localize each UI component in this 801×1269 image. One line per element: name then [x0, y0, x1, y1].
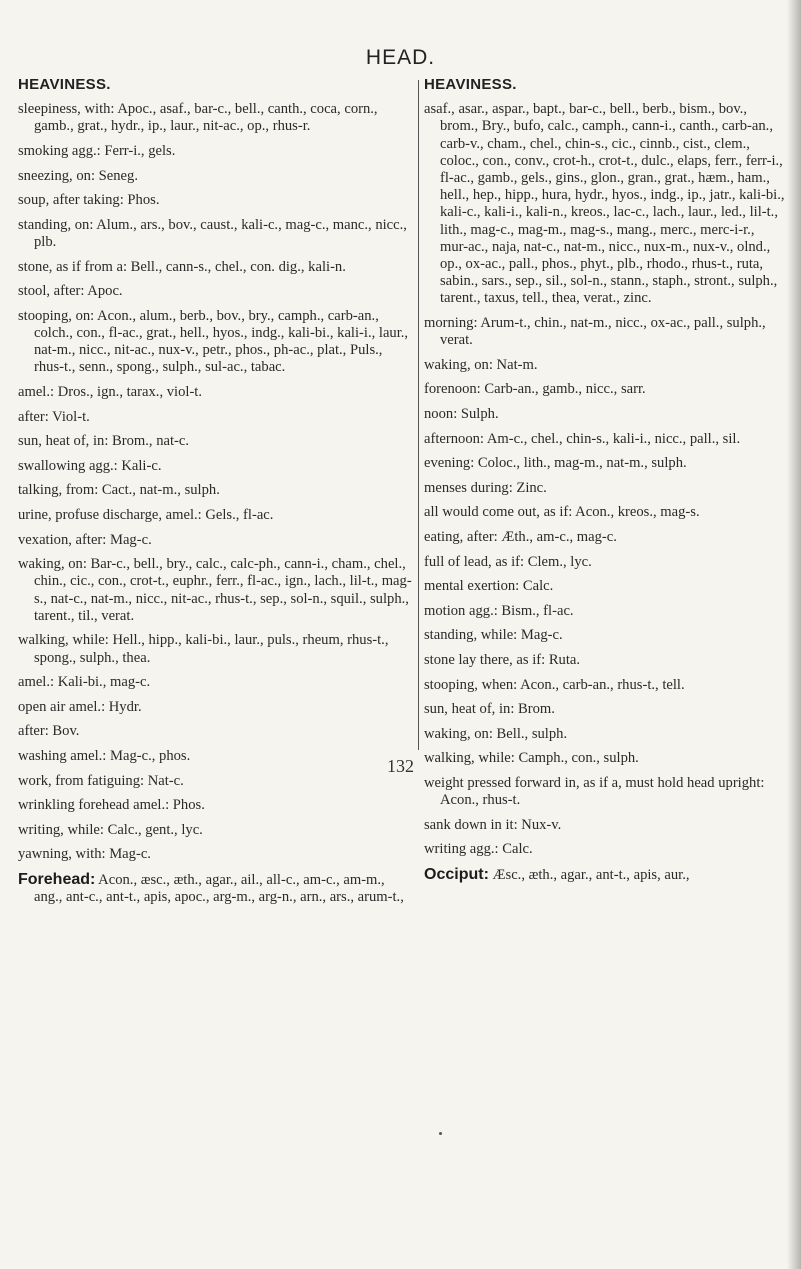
rubric-entry: swallowing agg.: Kali-c.	[18, 457, 162, 474]
rubric-entry: open air amel.: Hydr.	[18, 698, 142, 715]
rubric-entry: stone, as if from a: Bell., cann-s., chel., con. dig., kali-n.	[18, 258, 346, 275]
rubric-entry: talking, from: Cact., nat-m., sulph.	[18, 482, 220, 499]
rubric-entry: all would come out, as if: Acon., kreos., mag-s.	[424, 504, 700, 521]
rubric-entry: soup, after taking: Phos.	[18, 192, 160, 209]
rubric-entry: walking, while: Hell., hipp., kali-bi., laur., puls., rheum, rhus-t., spong., sulph., thea.	[18, 632, 389, 666]
rubric-entry: sun, heat of, in: Brom.	[424, 701, 555, 718]
rubric-entry: stone lay there, as if: Ruta.	[424, 651, 581, 668]
rubric-entry: eating, after: Æth., am-c., mag-c.	[424, 528, 617, 545]
forehead-section	[18, 871, 414, 906]
rubric-entry: mental exertion: Calc.	[424, 578, 554, 595]
forehead-section-title: Forehead:	[18, 870, 96, 888]
rubric-entry: motion agg.: Bism., fl-ac.	[424, 602, 574, 619]
occiput-section-title: Occiput:	[424, 865, 489, 883]
left-column	[18, 76, 414, 914]
rubric-entry: standing, on: Alum., ars., bov., caust., kali-c., mag-c., manc., nicc., plb.	[18, 216, 407, 250]
rubric-entry: morning: Arum-t., chin., nat-m., nicc., ox-ac., pall., sulph., verat.	[424, 315, 766, 349]
right-entry-list	[424, 101, 786, 858]
rubric-entry: writing, while: Calc., gent., lyc.	[18, 821, 203, 838]
rubric-entry: vexation, after: Mag-c.	[18, 531, 152, 548]
rubric-entry: work, from fatiguing: Nat-c.	[18, 772, 184, 789]
page-number: 132	[387, 756, 414, 776]
rubric-entry: writing agg.: Calc.	[424, 841, 533, 858]
rubric-entry: stool, after: Apoc.	[18, 283, 123, 300]
page-header: HEAD.	[365, 46, 436, 69]
left-entry-list	[18, 101, 414, 863]
rubric-entry: wrinkling forehead amel.: Phos.	[18, 797, 205, 814]
rubric-entry: asaf., asar., aspar., bapt., bar-c., bell., berb., bism., bov., brom., Bry., bufo, calc., camph., cann-i., canth., carb-an., carb-v., cham., chel., chin-s., cic., cinnb., cist., clem., coloc., con., conv., crot-h., crot-t., dulc., elaps, ferr., ferr-i., fl-ac., gamb., gels., gins., glon., gran., grat., hæm., ham., hell., hep., hipp., hura, hydr., hyos., indg., ip., jatr., kali-bi., kali-c., kali-i., kali-n., kreos., lac-c., lach., laur., led., lil-t., lith., mag-c., mag-m., mag-s., mang., merc., merc-i-r., mur-ac., naja, nat-c., nat-m., nicc., nux-m., nux-v., olnd., op., ox-ac., pall., phos., phyt., plb., rhodo., rhus-t., ruta, sabin., sars., sep., sil., sol-n., stann., staph., stront., sulph., tarent., taxus, tell., thea, verat., zinc.	[424, 101, 785, 307]
rubric-entry: sneezing, on: Seneg.	[18, 167, 138, 184]
rubric-entry: yawning, with: Mag-c.	[18, 846, 151, 863]
rubric-entry: smoking agg.: Ferr-i., gels.	[18, 143, 176, 159]
column-divider	[418, 80, 419, 750]
page-edge-shadow	[787, 0, 801, 1269]
rubric-entry: sank down in it: Nux-v.	[424, 816, 562, 833]
page-speck	[439, 1132, 442, 1135]
forehead-section-text: Acon., æsc., æth., agar., ail., all-c., am-c., am-m., ang., ant-c., ant-t., apis, apoc., arg-m., arg-n., arn., ars., arum-t.,	[34, 871, 404, 906]
rubric-entry: after: Viol-t.	[18, 408, 90, 425]
rubric-entry: amel.: Kali-bi., mag-c.	[18, 674, 151, 691]
rubric-entry: noon: Sulph.	[424, 406, 499, 423]
rubric-entry: after: Bov.	[18, 723, 80, 740]
rubric-entry: amel.: Dros., ign., tarax., viol-t.	[18, 383, 203, 400]
rubric-entry: stooping, on: Acon., alum., berb., bov., bry., camph., carb-an., colch., con., fl-ac., grat., hell., hyos., indg., kali-bi., kali-i., laur., nat-m., nicc., nit-ac., nux-v., petr., phos., ph-ac., plat., Puls., rhus-t., senn., spong., sulph., sul-ac., tabac.	[18, 307, 409, 376]
rubric-entry: sleepiness, with: Apoc., asaf., bar-c., bell., canth., coca, corn., gamb., grat., hydr., ip., laur., nit-ac., op., rhus-r.	[18, 101, 378, 135]
rubric-entry: washing amel.: Mag-c., phos.	[18, 747, 191, 764]
rubric-entry: waking, on: Bell., sulph.	[424, 725, 568, 742]
left-column-heading: HEAVINESS.	[18, 76, 111, 93]
rubric-entry: urine, profuse discharge, amel.: Gels., fl-ac.	[18, 506, 274, 523]
right-column-heading: HEAVINESS.	[424, 76, 517, 93]
rubric-entry: menses during: Zinc.	[424, 479, 547, 496]
rubric-entry: forenoon: Carb-an., gamb., nicc., sarr.	[424, 381, 646, 398]
rubric-entry: weight pressed forward in, as if a, must hold head upright: Acon., rhus-t.	[424, 774, 765, 809]
rubric-entry: standing, while: Mag-c.	[424, 627, 563, 644]
occiput-section	[424, 866, 786, 884]
rubric-entry: evening: Coloc., lith., mag-m., nat-m., sulph.	[424, 455, 687, 472]
rubric-entry: stooping, when: Acon., carb-an., rhus-t., tell.	[424, 676, 685, 693]
rubric-entry: waking, on: Bar-c., bell., bry., calc., calc-ph., cann-i., cham., chel., chin., cic., con., crot-t., euphr., ferr., fl-ac., ign., lach., lil-t., mag-s., nat-c., nat-m., nicc., nit-ac., rhus-t., sep., sol-n., squil., sulph., tarent., til., verat.	[18, 556, 412, 624]
rubric-entry: walking, while: Camph., con., sulph.	[424, 750, 639, 767]
rubric-entry: afternoon: Am-c., chel., chin-s., kali-i., nicc., pall., sil.	[424, 430, 741, 447]
rubric-entry: waking, on: Nat-m.	[424, 356, 538, 373]
occiput-section-text: Æsc., æth., agar., ant-t., apis, aur.,	[488, 866, 690, 883]
rubric-entry: sun, heat of, in: Brom., nat-c.	[18, 433, 190, 450]
rubric-entry: full of lead, as if: Clem., lyc.	[424, 553, 592, 570]
